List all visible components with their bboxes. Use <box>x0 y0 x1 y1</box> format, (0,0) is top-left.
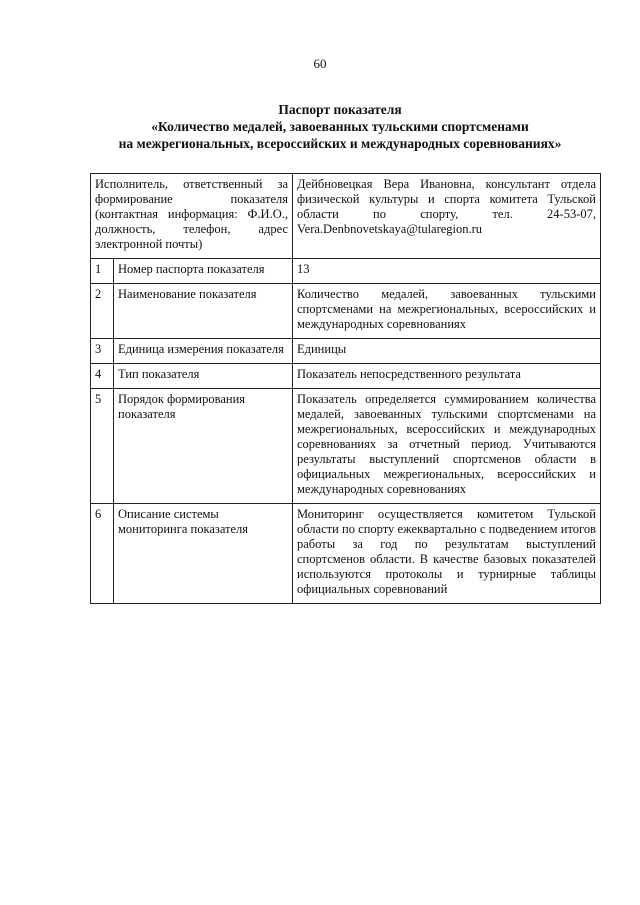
table-row <box>91 504 601 604</box>
row-value: Единицы <box>293 339 601 364</box>
title-line-3: на межрегиональных, всероссийских и международных соревнованиях» <box>118 136 562 151</box>
passport-table <box>90 173 601 604</box>
row-label: Порядок формирования показателя <box>114 389 293 504</box>
table-row <box>91 389 601 504</box>
document-title <box>60 101 620 152</box>
row-label: Номер паспорта показателя <box>114 259 293 284</box>
row-label: Единица измерения показателя <box>114 339 293 364</box>
table-row <box>91 284 601 339</box>
title-line-2: «Количество медалей, завоеванных тульскими спортсменами <box>151 119 529 134</box>
table-row <box>91 339 601 364</box>
row-number: 5 <box>91 389 114 504</box>
row-value: Показатель непосредственного результата <box>293 364 601 389</box>
row-number: 6 <box>91 504 114 604</box>
row-value: 13 <box>293 259 601 284</box>
title-line-1: Паспорт показателя <box>278 102 402 117</box>
row-number: 1 <box>91 259 114 284</box>
table-row <box>91 259 601 284</box>
row-number: 2 <box>91 284 114 339</box>
executor-label: Исполнитель, ответственный за формирование показателя (контактная информация: Ф.И.О., должность, телефон, адрес электронной почты) <box>91 174 293 259</box>
table-row <box>91 364 601 389</box>
page-number: 60 <box>313 56 327 71</box>
row-label: Тип показателя <box>114 364 293 389</box>
row-value: Количество медалей, завоеванных тульскими спортсменами на межрегиональных, всероссийских и международных соревнованиях <box>293 284 601 339</box>
executor-value: Дейбновецкая Вера Ивановна, консультант отдела физической культуры и спорта комитета Тульской области по спорту, тел. 24-53-07, Vera.Denbnovetskaya@tularegion.ru <box>293 174 601 259</box>
row-value: Показатель определяется суммированием количества медалей, завоеванных тульскими спортсменами на межрегиональных, всероссийских и международных соревнованиях за отчетный период. Учитываются результаты выступлений спортсменов области в официальных межрегиональных, всероссийских и международных соревнованиях <box>293 389 601 504</box>
row-number: 4 <box>91 364 114 389</box>
row-value: Мониторинг осуществляется комитетом Тульской области по спорту ежеквартально с подведением итогов работы за год по результатам выступлений спортсменов области. В качестве базовых показателей используются протоколы и турнирные таблицы официальных соревнований <box>293 504 601 604</box>
row-label: Наименование показателя <box>114 284 293 339</box>
row-label: Описание системы мониторинга показателя <box>114 504 293 604</box>
row-number: 3 <box>91 339 114 364</box>
table-row-executor <box>91 174 601 259</box>
